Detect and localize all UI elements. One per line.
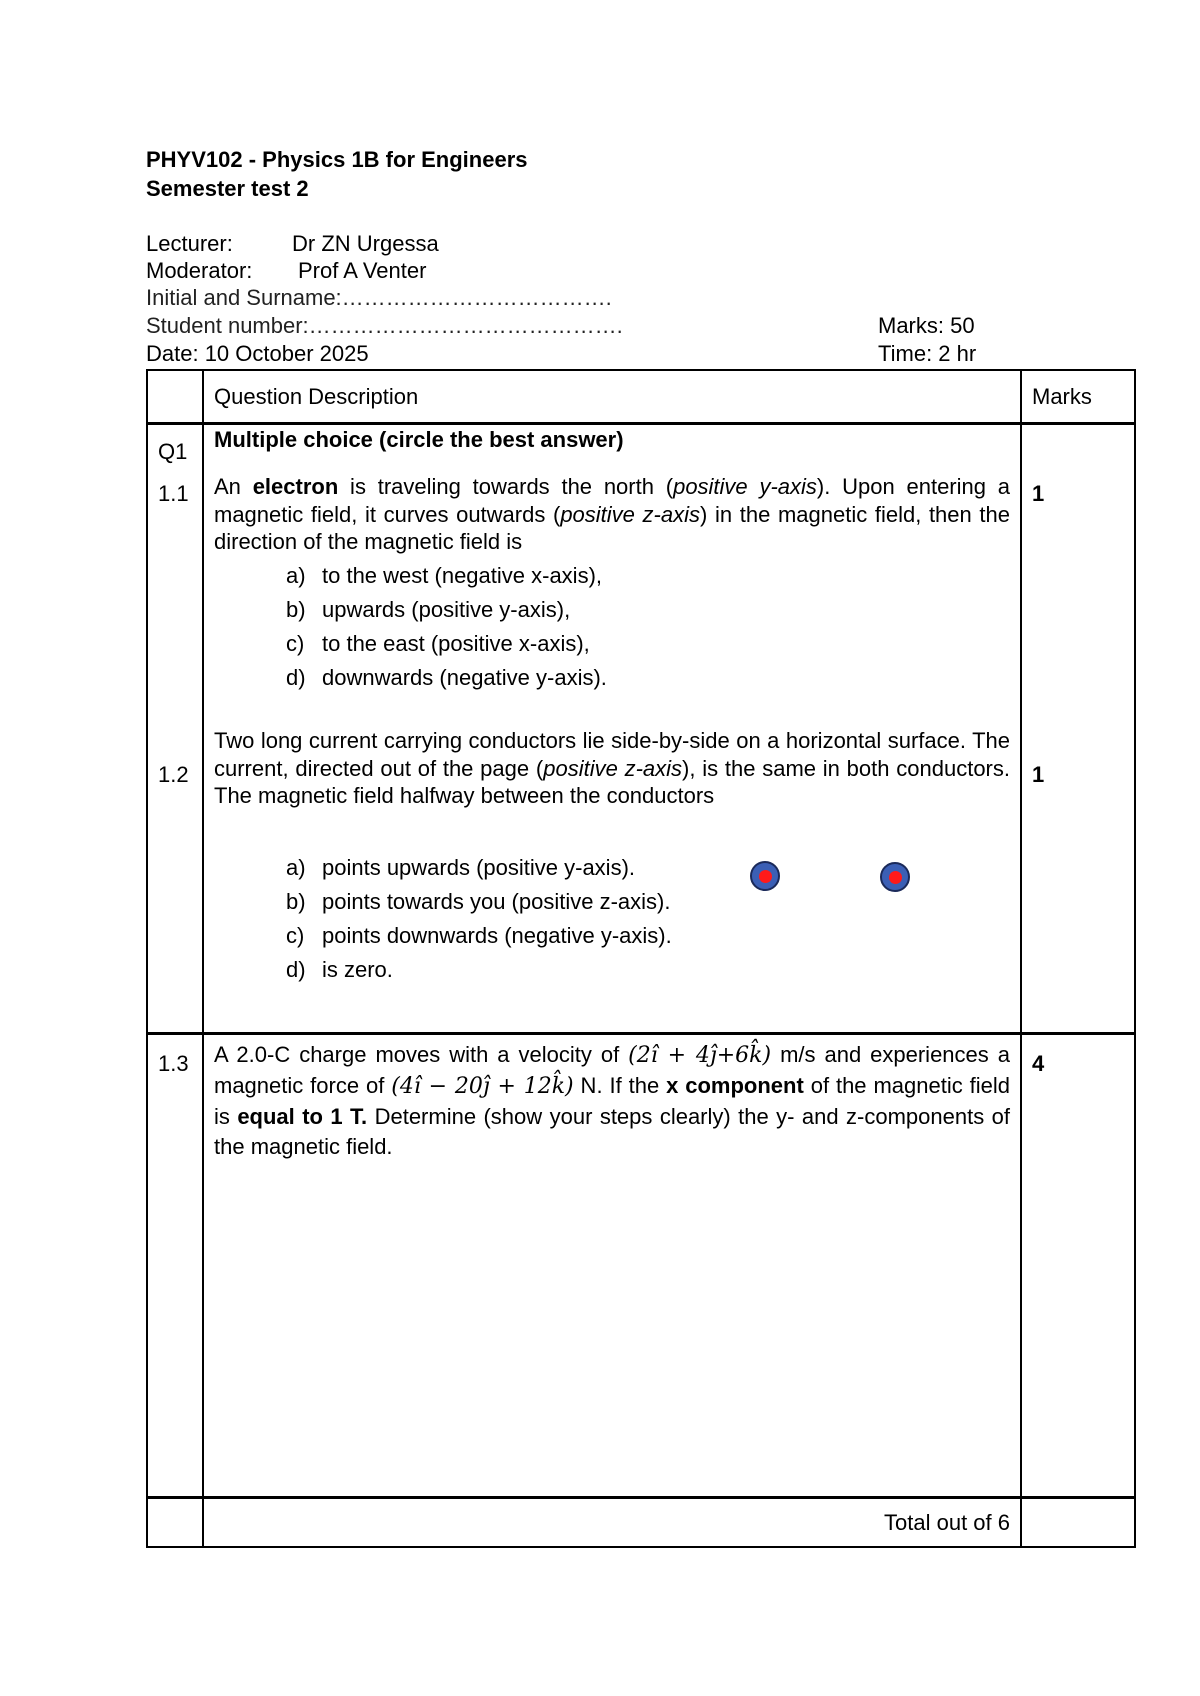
total-marks-cell[interactable] [1022,1499,1132,1545]
lecturer-row [146,231,439,257]
q13-bold-1: x component [666,1073,804,1098]
option-text: points towards you (positive z-axis). [322,889,671,914]
table-header-rule [146,422,1136,425]
q12-text-a: Two long current carrying conductors lie side-by-side on a horizontal surface. The current, directed out of the page ( [214,728,1010,781]
q12-option-d[interactable] [286,957,393,983]
table-border-top [146,369,1136,371]
test-date: Date: 10 October 2025 [146,341,369,366]
table-divider-marks [1020,369,1022,1548]
initial-surname-field[interactable]: Initial and Surname:………………………………. [146,285,612,310]
moderator-row [146,258,426,284]
q13-text-c: N. If the [573,1073,667,1098]
question-label-q1: Q1 [158,439,188,464]
option-letter: b) [286,889,306,914]
q11-option-a[interactable] [286,563,602,589]
question-marks-1-2: 1 [1032,762,1045,787]
q13-text-b: m/s and experiences a magnetic force of [214,1042,1010,1098]
answer-space-1-3[interactable] [204,1129,1018,1489]
column-header-description: Question Description [214,384,419,409]
q13-velocity: (2î + 4ĵ+6k̂) [628,1043,772,1068]
table-border-left [146,369,148,1548]
total-marks: Marks: 50 [878,313,975,338]
q1-instruction: Multiple choice (circle the best answer) [214,427,624,452]
question-number-1-3: 1.3 [158,1051,189,1076]
option-letter: c) [286,631,305,656]
q13-text-d: of the magnetic field is [214,1073,1010,1129]
option-letter: a) [286,563,306,588]
question-number-1-2: 1.2 [158,762,189,787]
question-text-1-2 [214,727,1010,810]
q11-text-bold: electron [252,474,339,499]
q12-option-b[interactable] [286,889,670,915]
question-text-1-1 [214,473,1010,556]
lecturer-label: Lecturer: [146,231,233,256]
student-number-field[interactable]: Student number:……………………………………. [146,313,623,338]
option-letter: d) [286,957,306,982]
q13-force: (4î − 20ĵ + 12k̂) [391,1074,574,1099]
conductor-out-of-page-icon [880,862,910,892]
q11-text-italic2: positive z-axis [560,501,700,527]
table-row-rule-2 [146,1496,1136,1499]
option-text: to the east (positive x-axis), [322,631,590,656]
q12-option-a[interactable] [286,855,635,881]
option-letter: a) [286,855,306,880]
q11-option-c[interactable] [286,631,590,657]
option-text: to the west (negative x-axis), [322,563,603,588]
q13-bold-2: equal to 1 T. [237,1104,368,1129]
q11-text-d: ) in the magnetic field, then the direction of the magnetic field is [214,501,1010,554]
question-marks-1-3: 4 [1032,1051,1045,1076]
option-text: upwards (positive y-axis), [322,597,571,622]
option-text: is zero. [322,957,393,982]
q13-text-a: A 2.0-C charge moves with a velocity of [214,1042,629,1067]
q11-text-c: ). Upon entering a magnetic field, it curves outwards ( [214,474,1011,527]
q11-text-b: is traveling towards the north ( [338,474,674,499]
question-marks-1-1: 1 [1032,481,1045,506]
q12-text-italic: positive z-axis [543,755,683,781]
table-row-rule-1 [146,1032,1136,1035]
option-letter: c) [286,923,305,948]
option-letter: b) [286,597,306,622]
moderator-name: Prof A Venter [298,258,427,283]
q12-text-b: ), is the same in both conductors. The magnetic field halfway between the conductors [214,755,1010,808]
q11-text-italic1: positive y-axis [673,474,817,499]
q13-text-e: Determine (show your steps clearly) the y- and z-components of the magnetic field. [214,1104,1010,1159]
moderator-label: Moderator: [146,258,253,283]
option-text: points upwards (positive y-axis). [322,855,636,880]
option-letter: d) [286,665,306,690]
total-label: Total out of 6 [884,1510,1010,1535]
question-table [146,369,1136,1548]
q11-option-d[interactable] [286,665,607,691]
table-border-bottom [146,1546,1136,1548]
lecturer-name: Dr ZN Urgessa [292,231,439,256]
conductor-out-of-page-icon [750,861,780,891]
q11-text-a: An [214,474,253,499]
course-title: PHYV102 - Physics 1B for Engineers [146,147,528,172]
q12-option-c[interactable] [286,923,672,949]
option-text: downwards (negative y-axis). [322,665,607,690]
option-text: points downwards (negative y-axis). [322,923,672,948]
test-time: Time: 2 hr [878,341,977,366]
question-number-1-1: 1.1 [158,481,189,506]
column-header-marks: Marks [1032,384,1092,409]
test-title: Semester test 2 [146,176,309,201]
q11-option-b[interactable] [286,597,570,623]
table-border-right [1134,369,1136,1548]
